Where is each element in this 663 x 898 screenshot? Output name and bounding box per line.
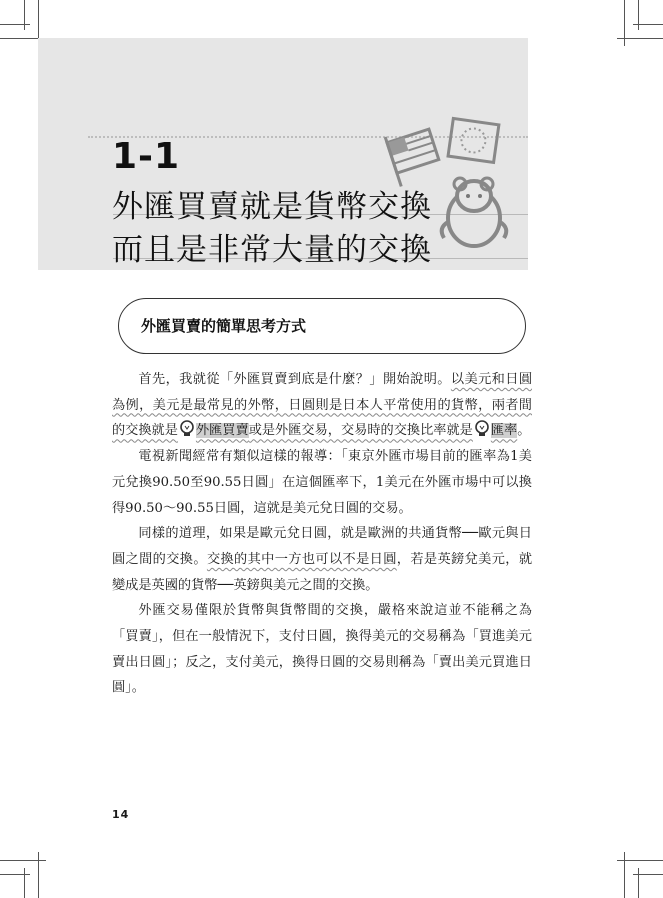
underlined-text: 交換的其中一方也可以不是日圓 [206,551,397,567]
crop-mark [638,0,639,30]
body-text [112,367,532,701]
chapter-number: 1-1 [112,136,181,177]
chapter-title-line-1: 外匯買賣就是貨幣交換 [112,189,432,225]
crop-mark [0,860,46,861]
chapter-title-line-2: 而且是非常大量的交換 [112,232,432,268]
crop-mark [624,852,625,898]
lightbulb-icon [474,420,490,438]
crop-mark [633,24,663,25]
keyword-fx-trading: 外匯買賣 [195,423,249,439]
crop-mark [0,24,30,25]
paragraph-text: 。 [517,423,531,439]
keyword-exchange-rate: 匯率 [490,423,518,439]
crop-mark [617,38,663,39]
paragraph-text: 或是外匯交易，交易時的交換比率就是 [248,423,473,439]
crop-mark [0,874,30,875]
crop-mark [38,852,39,898]
paragraph-text: 首先，我就從「外匯買賣到底是什麼？」開始說明。 [138,372,451,387]
paragraph-2: 電視新聞經常有類似這樣的報導：「東京外匯市場目前的匯率為1美元兌換90.50至90.55日圓」在這個匯率下，1美元在外匯市場中可以換得90.50～90.55日圓，這就是美元兌日圓的交易。 [112,449,532,516]
paragraph-text: 同樣的道理，如果是歐元兌日圓，就是歐洲的共通貨幣──歐元與日圓之間的交換。 [112,526,532,567]
page-number: 14 [112,808,130,821]
section-heading-box [118,298,526,354]
paragraph-3 [112,521,532,598]
paragraph-text: ，若是英鎊兌美元，就變成是英國的貨幣──英鎊與美元之間的交換。 [112,551,533,593]
paragraph-text: 以美元和日圓為例，美元是最常見的外幣，日圓則是日本人平常使用的貨幣，兩者間的交換就是 [112,372,533,439]
crop-mark [24,868,25,898]
paragraph-1 [112,367,532,444]
crop-mark [638,868,639,898]
crop-mark [24,0,25,30]
crop-mark [624,0,625,46]
lightbulb-icon [179,420,195,438]
crop-mark [633,874,663,875]
crop-mark [617,860,663,861]
paragraph-4: 外匯交易僅限於貨幣與貨幣間的交換，嚴格來說這並不能稱之為「買賣」，但在一般情況下，支付日圓，換得美元的交易稱為「買進美元賣出日圓」；反之，支付美元，換得日圓的交易則稱為「賣出美元買進日圓」。 [112,603,532,696]
bear-mascot-illustration [442,178,507,246]
section-title: 外匯買賣的簡單思考方式 [141,317,307,335]
